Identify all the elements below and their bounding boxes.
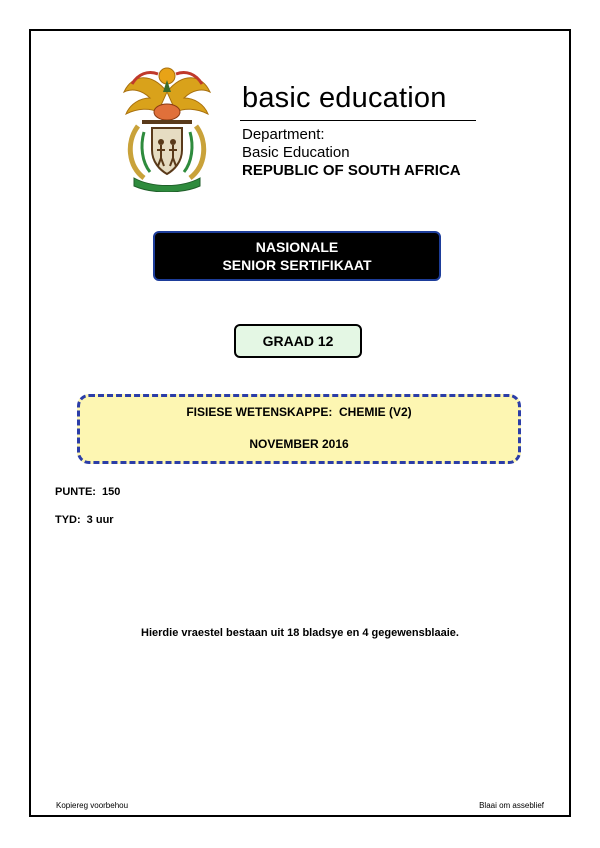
footer-turn-page: Blaai om asseblief [479, 801, 544, 810]
coat-of-arms-icon [112, 62, 222, 192]
subject-title: FISIESE WETENSKAPPE: CHEMIE (V2) [186, 405, 412, 419]
certificate-line-1: NASIONALE [255, 239, 339, 255]
department-block [242, 126, 461, 180]
footer-copyright: Kopiereg voorbehou [56, 801, 129, 810]
exam-date: NOVEMBER 2016 [249, 437, 349, 451]
country-name: REPUBLIC OF SOUTH AFRICA [242, 162, 461, 179]
time-line [55, 514, 114, 526]
marks-value: 150 [101, 486, 121, 498]
subject-box [77, 394, 521, 464]
marks-label: PUNTE: [55, 486, 96, 498]
time-value: 3 uur [86, 514, 114, 526]
certificate-line-2: SENIOR SERTIFIKAAT [222, 257, 372, 273]
certificate-box [153, 231, 441, 281]
brand-title: basic education [242, 82, 447, 114]
paper-description: Hierdie vraestel bestaan uit 18 bladsye en 4 gegewensblaaie. [141, 627, 459, 639]
department-label: Department: [242, 126, 325, 143]
brand-underline [240, 120, 476, 121]
time-label: TYD: [55, 514, 81, 526]
department-name: Basic Education [242, 144, 350, 161]
grade-box: GRAAD 12 [234, 324, 362, 358]
marks-line [55, 486, 120, 498]
